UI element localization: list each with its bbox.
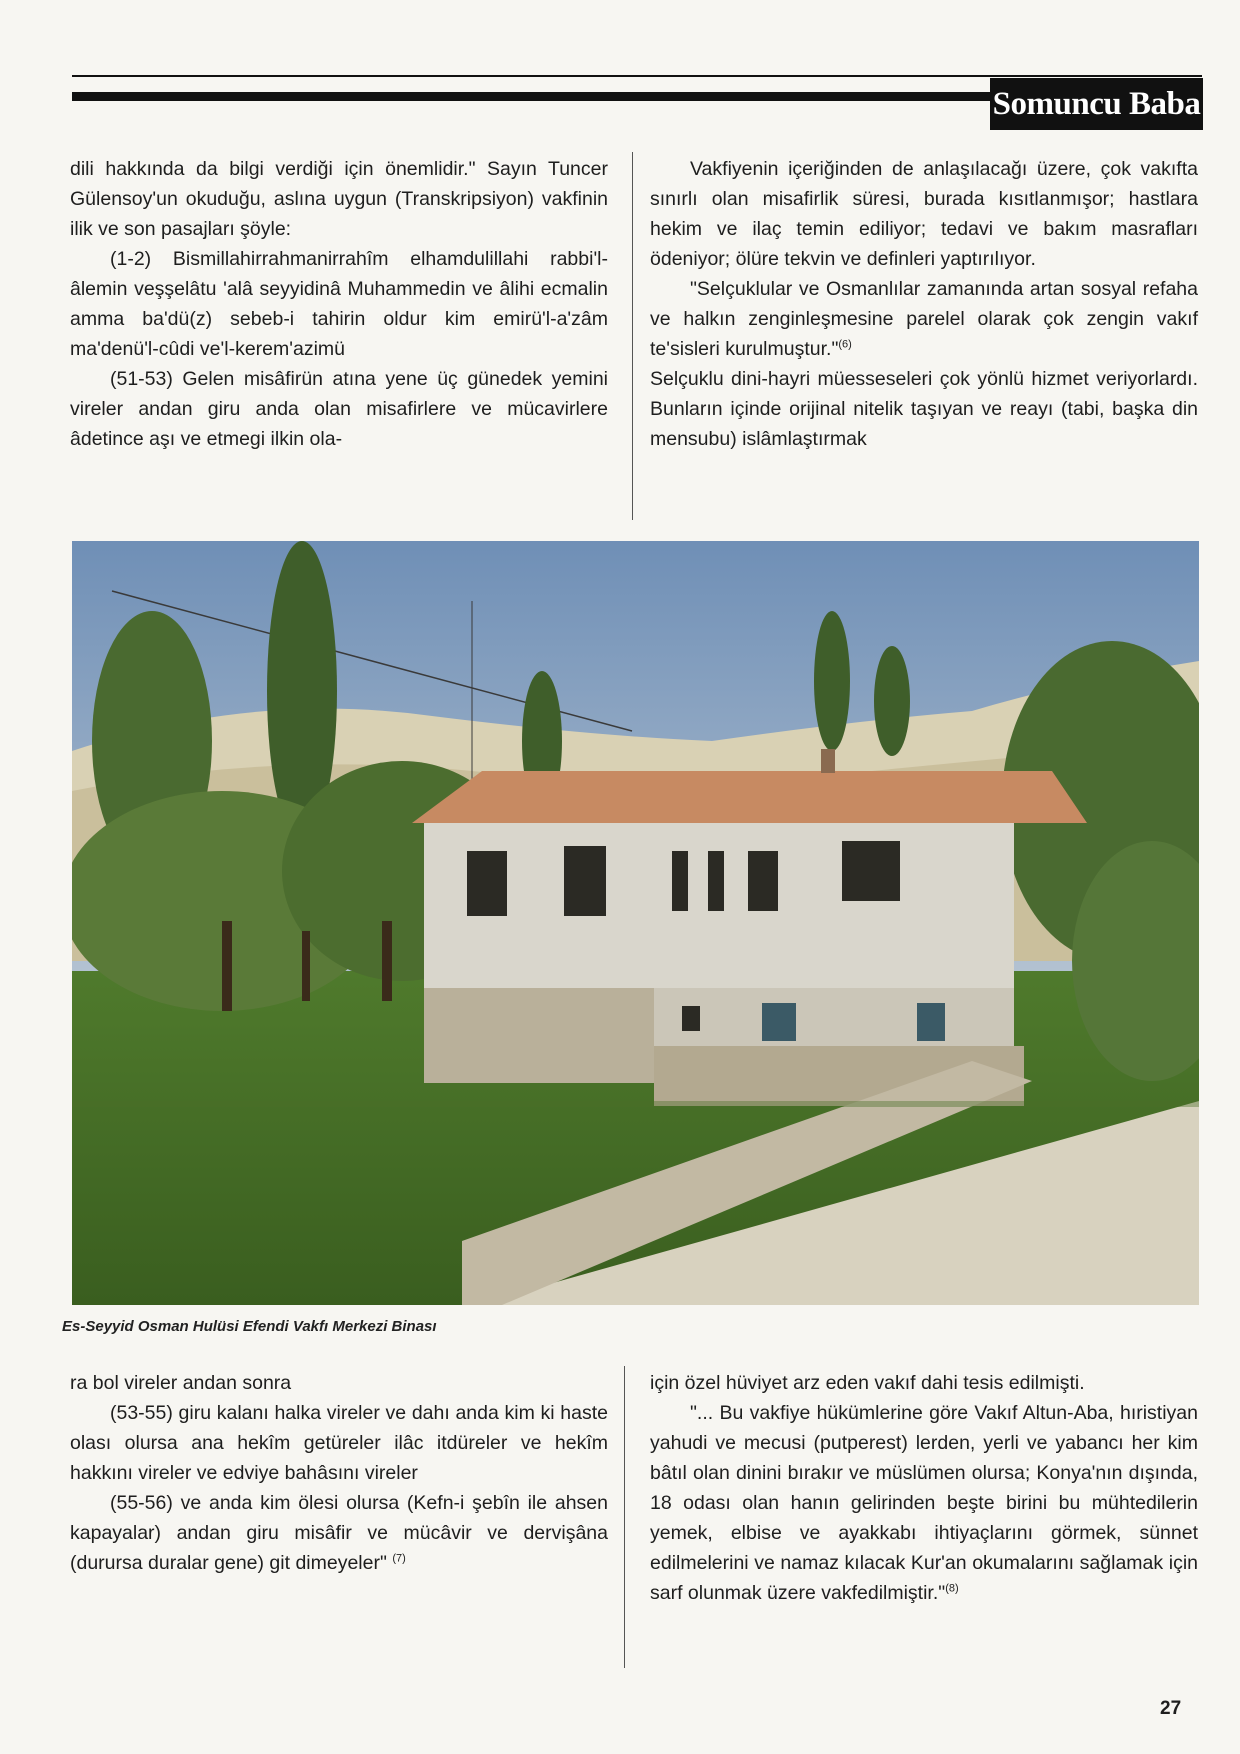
column-top-left <box>70 154 608 454</box>
magazine-brand: Somuncu Baba <box>990 78 1203 130</box>
page-number: 27 <box>1160 1698 1182 1719</box>
paragraph: Vakfiyenin içeriğinden de anlaşılacağı üzere, çok vakıfta sınırlı olan misafirlik süresi, burada kısıtlanmışor; hastlara hekim ve ilaç temin ediliyor; tedavi ve bakım masrafları ödeniyor; ölüre tekvin ve definleri yaptırılıyor. <box>650 158 1198 270</box>
footnote-ref: (6) <box>838 338 852 351</box>
paragraph: dili hakkında da bilgi verdiği için önemlidir." Sayın Tuncer Gülensoy'un okuduğu, aslına uygun (Transkripsiyon) vakfinin ilik ve son pasajları şöyle: <box>70 158 608 240</box>
paragraph <box>70 1488 608 1578</box>
quote-text: (55-56) ve anda kim ölesi olursa (Kefn-i şebîn ile ahsen kapayalar) andan giru misâfir ve mücâvir ve dervişâna (durursa duralar gene) git dimeyeler" <box>70 1492 608 1574</box>
photo-caption: Es-Seyyid Osman Hulüsi Efendi Vakfı Merkezi Binası <box>62 1318 437 1335</box>
paragraph: (1-2) Bismillahirrahmanirrahîm elhamdulillahi rabbi'l-âlemin veşşelâtu 'alâ seyyidinâ Muhammedin ve âlihi ecmalin amma ba'dü(z) sebeb-i tahirin oldur kim emirü'l-a'zâm ma'denü'l-cûdi ve'l-kerem'azimü <box>70 248 608 360</box>
quote-text: "Selçuklular ve Osmanlılar zamanında artan sosyal refaha ve halkın zenginleşmesine parelel olarak çok zengin vakıf te'sisleri kurulmuştur." <box>650 278 1198 360</box>
column-bottom-left <box>70 1368 608 1578</box>
column-divider <box>624 1366 625 1668</box>
paragraph: Selçuklu dini-hayri müesseseleri çok yönlü hizmet veriyorlardı. Bunların içinde orijinal nitelik taşıyan ve reayı (tabi, başka din mensubu) islâmlaştırmak <box>650 368 1198 450</box>
column-divider <box>632 152 633 520</box>
paragraph: (53-55) giru kalanı halka vireler ve dahı anda kim ki haste olası olursa ana hekîm getüreler ilâc itdüreler ve hekîm hakkını vireler ve edviye bahâsını vireler <box>70 1402 608 1484</box>
paragraph: (51-53) Gelen misâfirün atına yene üç günedek yemini vireler andan giru anda olan misafirlere ve mücavirlere âdetince aşı ve etmegi ilkin ola- <box>70 368 608 450</box>
column-bottom-right <box>650 1368 1198 1608</box>
paragraph <box>650 274 1198 364</box>
footnote-ref: (8) <box>945 1582 959 1595</box>
header-rule-thin <box>72 75 1202 77</box>
paragraph <box>650 1398 1198 1608</box>
column-top-right <box>650 154 1198 454</box>
building-photo <box>72 541 1199 1305</box>
quote-text: "... Bu vakfiye hükümlerine göre Vakıf Altun-Aba, hıristiyan yahudi ve mecusi (putperest) lerden, yerli ve yabancı her kim bâtıl olan dinini bırakır ve müslümen olursa; Konya'nın dışında, 18 odası olan hanın gelirinden beşte birini bu mühtedilerin yemek, elbise ve ayakkabı ihtiyaçlarını görmek, sünnet edilmelerini ve namaz kılacak Kur'an okumalarını sağlamak için sarf olunmak üzere vakfedilmiştir." <box>650 1402 1198 1604</box>
footnote-ref: (7) <box>392 1552 406 1565</box>
header-rule-thick <box>72 92 992 101</box>
paragraph: için özel hüviyet arz eden vakıf dahi tesis edilmişti. <box>650 1372 1085 1394</box>
paragraph: ra bol vireler andan sonra <box>70 1372 292 1394</box>
